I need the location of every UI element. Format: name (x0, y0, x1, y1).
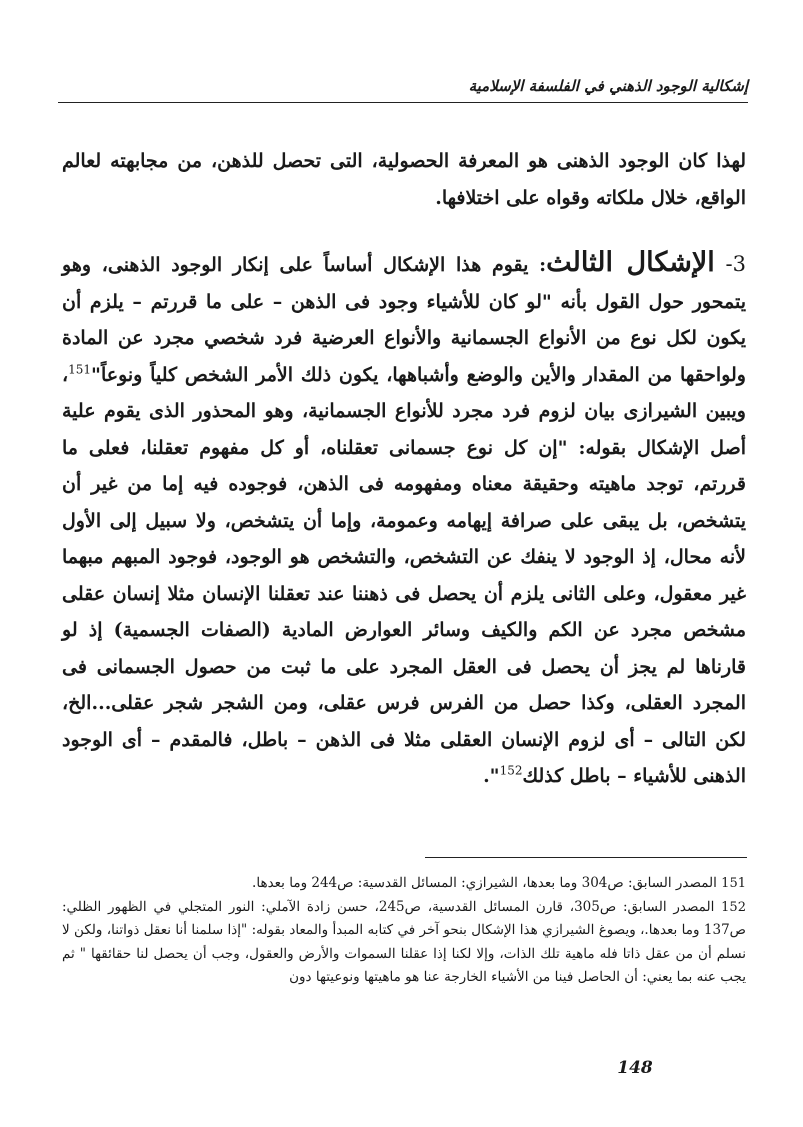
footnote-152 (62, 896, 746, 990)
footnote-number: 151 (721, 876, 746, 891)
footnotes (62, 872, 746, 990)
footnote-separator (425, 857, 747, 858)
footnote-text: المصدر السابق: ص305، قارن المسائل القدسية، ص245، حسن زادة الآملي: النور المتجلي في الظهور الظلي: ص137 وما بعدها.، ويصوغ الشيرازي هذا الإشكال بنحو آخر في كتابه المبدأ والمعاد بقوله: "إذا سلمنا أنا نعقل ذواتنا، ولكن لا نسلم أن من عقل ذاتا فله ماهية تلك الذات، وإلا لكنا إذا عقلنا السموات والأرض والعقول، وجب أن يحصل لنا حقائقها " ثم يجب عنه بما يعني: أن الحاصل فينا من الأشياء الخارجة عنا هو ماهيتها ونوعيتها دون (62, 898, 746, 985)
paragraph-1: لهذا كان الوجود الذهنى هو المعرفة الحصولية، التى تحصل للذهن، من مجابهته لعالم الواقع، خلال ملكاته وقواه على اختلافها. (62, 150, 746, 209)
footnote-ref-152[interactable]: 152 (499, 763, 523, 778)
page-number: 148 (617, 1058, 653, 1078)
running-title: إشكالية الوجود الذهني في الفلسفة الإسلامية (468, 77, 748, 95)
footnote-ref-151[interactable]: 151 (68, 362, 92, 377)
paragraph-2 (62, 245, 746, 795)
footnote-151 (62, 872, 746, 896)
section-title: الإشكال الثالث (546, 247, 715, 278)
running-header (58, 74, 748, 103)
paragraph-2-body: ، ويبين الشيرازى بيان لزوم فرد مجرد للأنواع الجسمانية، وهو المحذور الذى يقوم علية أصل الإشكال بقوله: "إن كل نوع جسمانى تعقلناه، أو كل مفهوم تعقلنا، فعلى ما قررتم، توجد ماهيته وحقيقة معناه ومفهومه فى الذهن، فوجوده فيه إما من غير أن يتشخص، بل يبقى على صرافة إيهامه وعمومة، وإما أن يتشخص، ولا سبيل إلى الأول لأنه محال، إذ الوجود لا ينفك عن التشخص، والتشخص هو الوجود، فوجود المبهم مبهما غير معقول، وعلى الثانى يلزم أن يحصل فى ذهننا عند تعقلنا الإنسان مثلا إنسان عقلى مشخص مجرد عن الكم والكيف وسائر العوارض المادية (الصفات الجسمية) إذ لو قارناها لم يجز أن يحصل فى العقل المجرد على ما ثبت من حصول الجسمانى فى المجرد العقلى، وكذا حصل من الفرس فرس عقلى، ومن الشجر شجر عقلى...الخ، لكن التالى – أى لزوم الإنسان العقلى مثلا فى الذهن – باطل، فالمقدم – أى الوجود الذهنى للأشياء – باطل كذلك (62, 363, 747, 787)
section-number: 3- (725, 252, 746, 276)
footnote-number: 152 (721, 899, 746, 915)
footnote-text: المصدر السابق: ص304 وما بعدها، الشيرازي: المسائل القدسية: ص244 وما بعدها. (252, 875, 717, 891)
paragraph-2-lead: : يقوم هذا الإشكال أساساً على إنكار الوجود الذهنى، وهو يتمحور حول القول بأنه "لو كان للأشياء وجود فى الذهن – على ما قررتم – يلزم أن يكون لكل نوع من الأنواع الجسمانية والأنواع العرضية فرد شخصي مجرد عن المادة ولواحقها من المقدار والأين والوضع وأشباهها، يكون ذلك الأمر الشخص كلياً ونوعاً" (62, 254, 746, 386)
paragraph-2-end: ". (483, 765, 500, 787)
